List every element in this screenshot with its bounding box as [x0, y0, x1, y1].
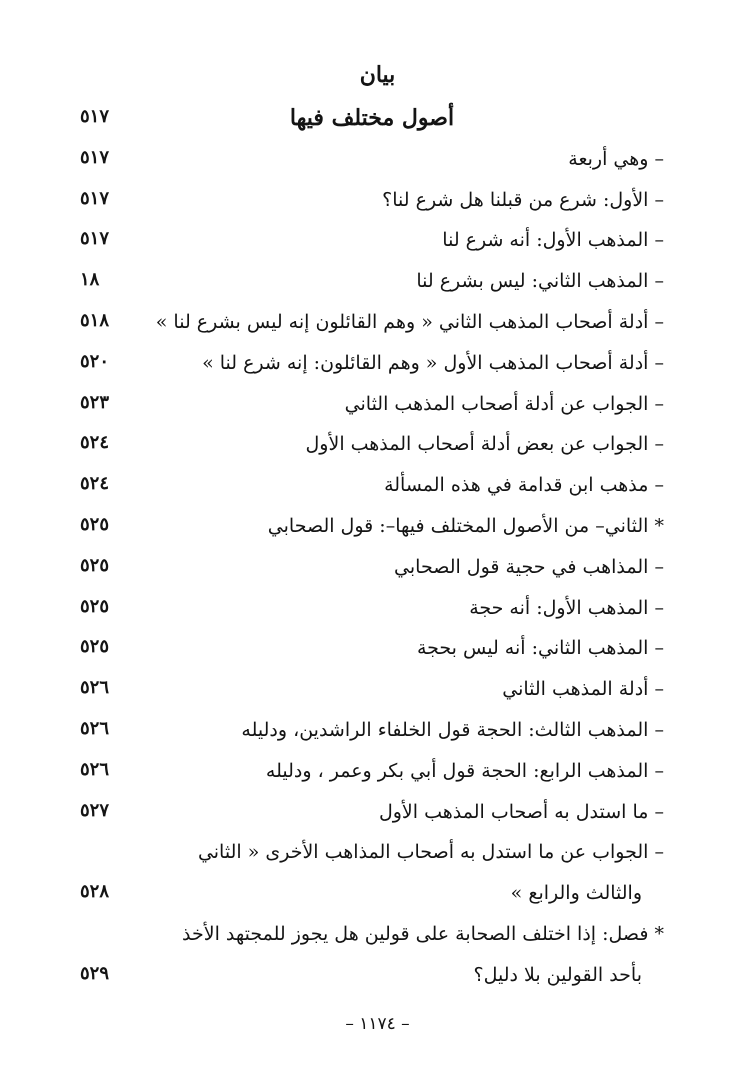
toc-row-page: ٥٢٠ — [80, 350, 110, 372]
toc-row — [80, 669, 664, 710]
toc-row — [80, 180, 664, 221]
toc-row-title: – المذهب الرابع: الحجة قول أبي بكر وعمر ، ودليله — [265, 759, 664, 782]
toc-row-page: ٥٢٣ — [80, 391, 110, 413]
toc-row-page: ٥١٧ — [80, 146, 110, 168]
toc-row-title: والثالث والرابع » — [510, 882, 642, 905]
toc-row-continuation — [80, 955, 664, 996]
toc-row — [80, 914, 664, 955]
toc-row — [80, 465, 664, 506]
toc-row-title: * فصل: إذا اختلف الصحابة على قولين هل يجوز للمجتهد الأخذ — [182, 922, 664, 945]
toc-row — [80, 302, 664, 343]
toc-row-page: ٥٢٧ — [80, 799, 110, 821]
toc-row-page: ٥٢٥ — [80, 595, 110, 617]
toc-row-title: – ما استدل به أصحاب المذهب الأول — [378, 800, 664, 823]
section-title: بيان — [359, 62, 396, 88]
toc-row-title: – الجواب عن ما استدل به أصحاب المذاهب الأخرى « الثاني — [197, 841, 664, 864]
toc-row — [80, 261, 664, 302]
toc-row — [80, 98, 664, 139]
toc-row — [80, 424, 664, 465]
toc-row-page: ٥٢٩ — [80, 962, 110, 984]
toc-row-title: – أدلة المذهب الثاني — [502, 678, 664, 701]
toc-row-title: بأحد القولين بلا دليل؟ — [473, 963, 642, 986]
page-number-footer: – ١١٧٤ – — [345, 1014, 410, 1034]
toc-row-title: – مذهب ابن قدامة في هذه المسألة — [384, 474, 664, 497]
toc-row-title: – المذهب الأول: أنه حجة — [469, 596, 664, 619]
toc-row-title: – الجواب عن بعض أدلة أصحاب المذهب الأول — [305, 433, 664, 456]
toc-row-title: * الثاني– من الأصول المختلف فيها–: قول الصحابي — [267, 514, 664, 537]
toc-row — [80, 343, 664, 384]
toc-row-title: – المذهب الثاني: ليس بشرع لنا — [416, 270, 664, 293]
toc-row-page: ٥١٨ — [80, 309, 110, 331]
toc-row-title: أصول مختلف فيها — [289, 105, 455, 131]
toc-row-title: – الأول: شرع من قبلنا هل شرع لنا؟ — [382, 188, 664, 211]
toc-row — [80, 628, 664, 669]
toc-row-page: ٥٢٤ — [80, 432, 110, 454]
toc-row-title: – المذهب الثالث: الحجة قول الخلفاء الراشدين، ودليله — [241, 718, 664, 741]
toc-row — [80, 139, 664, 180]
toc-row-page: ٥٢٥ — [80, 513, 110, 535]
toc-row-title: – أدلة أصحاب المذهب الأول « وهم القائلون: إنه شرع لنا » — [202, 351, 664, 374]
toc-row — [80, 547, 664, 588]
toc-row-page: ٥٢٨ — [80, 881, 110, 903]
toc-row — [80, 588, 664, 629]
toc-row-page: ٥٢٦ — [80, 717, 110, 739]
toc-row-page: ٥١٧ — [80, 106, 110, 127]
toc-row-page: ٥٢٥ — [80, 554, 110, 576]
toc-row-page: ٥١٧ — [80, 228, 110, 250]
toc-row — [80, 220, 664, 261]
toc-row-title: – وهي أربعة — [568, 147, 664, 170]
toc-row-continuation — [80, 873, 664, 914]
toc-row — [80, 384, 664, 425]
toc-row-page: ١٨ — [80, 269, 100, 291]
toc-list — [80, 98, 664, 996]
toc-row-title: – الجواب عن أدلة أصحاب المذهب الثاني — [344, 392, 664, 415]
toc-row — [80, 832, 664, 873]
toc-row — [80, 506, 664, 547]
toc-row-page: ٥٢٦ — [80, 758, 110, 780]
toc-row-page: ٥١٧ — [80, 187, 110, 209]
toc-row-title: – أدلة أصحاب المذهب الثاني « وهم القائلون إنه ليس بشرع لنا » — [155, 310, 664, 333]
toc-row — [80, 751, 664, 792]
toc-row-page: ٥٢٦ — [80, 677, 110, 699]
toc-row-page: ٥٢٥ — [80, 636, 110, 658]
toc-row-title: – المذهب الأول: أنه شرع لنا — [442, 229, 664, 252]
toc-row-title: – المذهب الثاني: أنه ليس بحجة — [416, 637, 664, 660]
toc-row — [80, 792, 664, 833]
toc-row-title: – المذاهب في حجية قول الصحابي — [394, 555, 664, 578]
toc-row-page: ٥٢٤ — [80, 473, 110, 495]
toc-row — [80, 710, 664, 751]
